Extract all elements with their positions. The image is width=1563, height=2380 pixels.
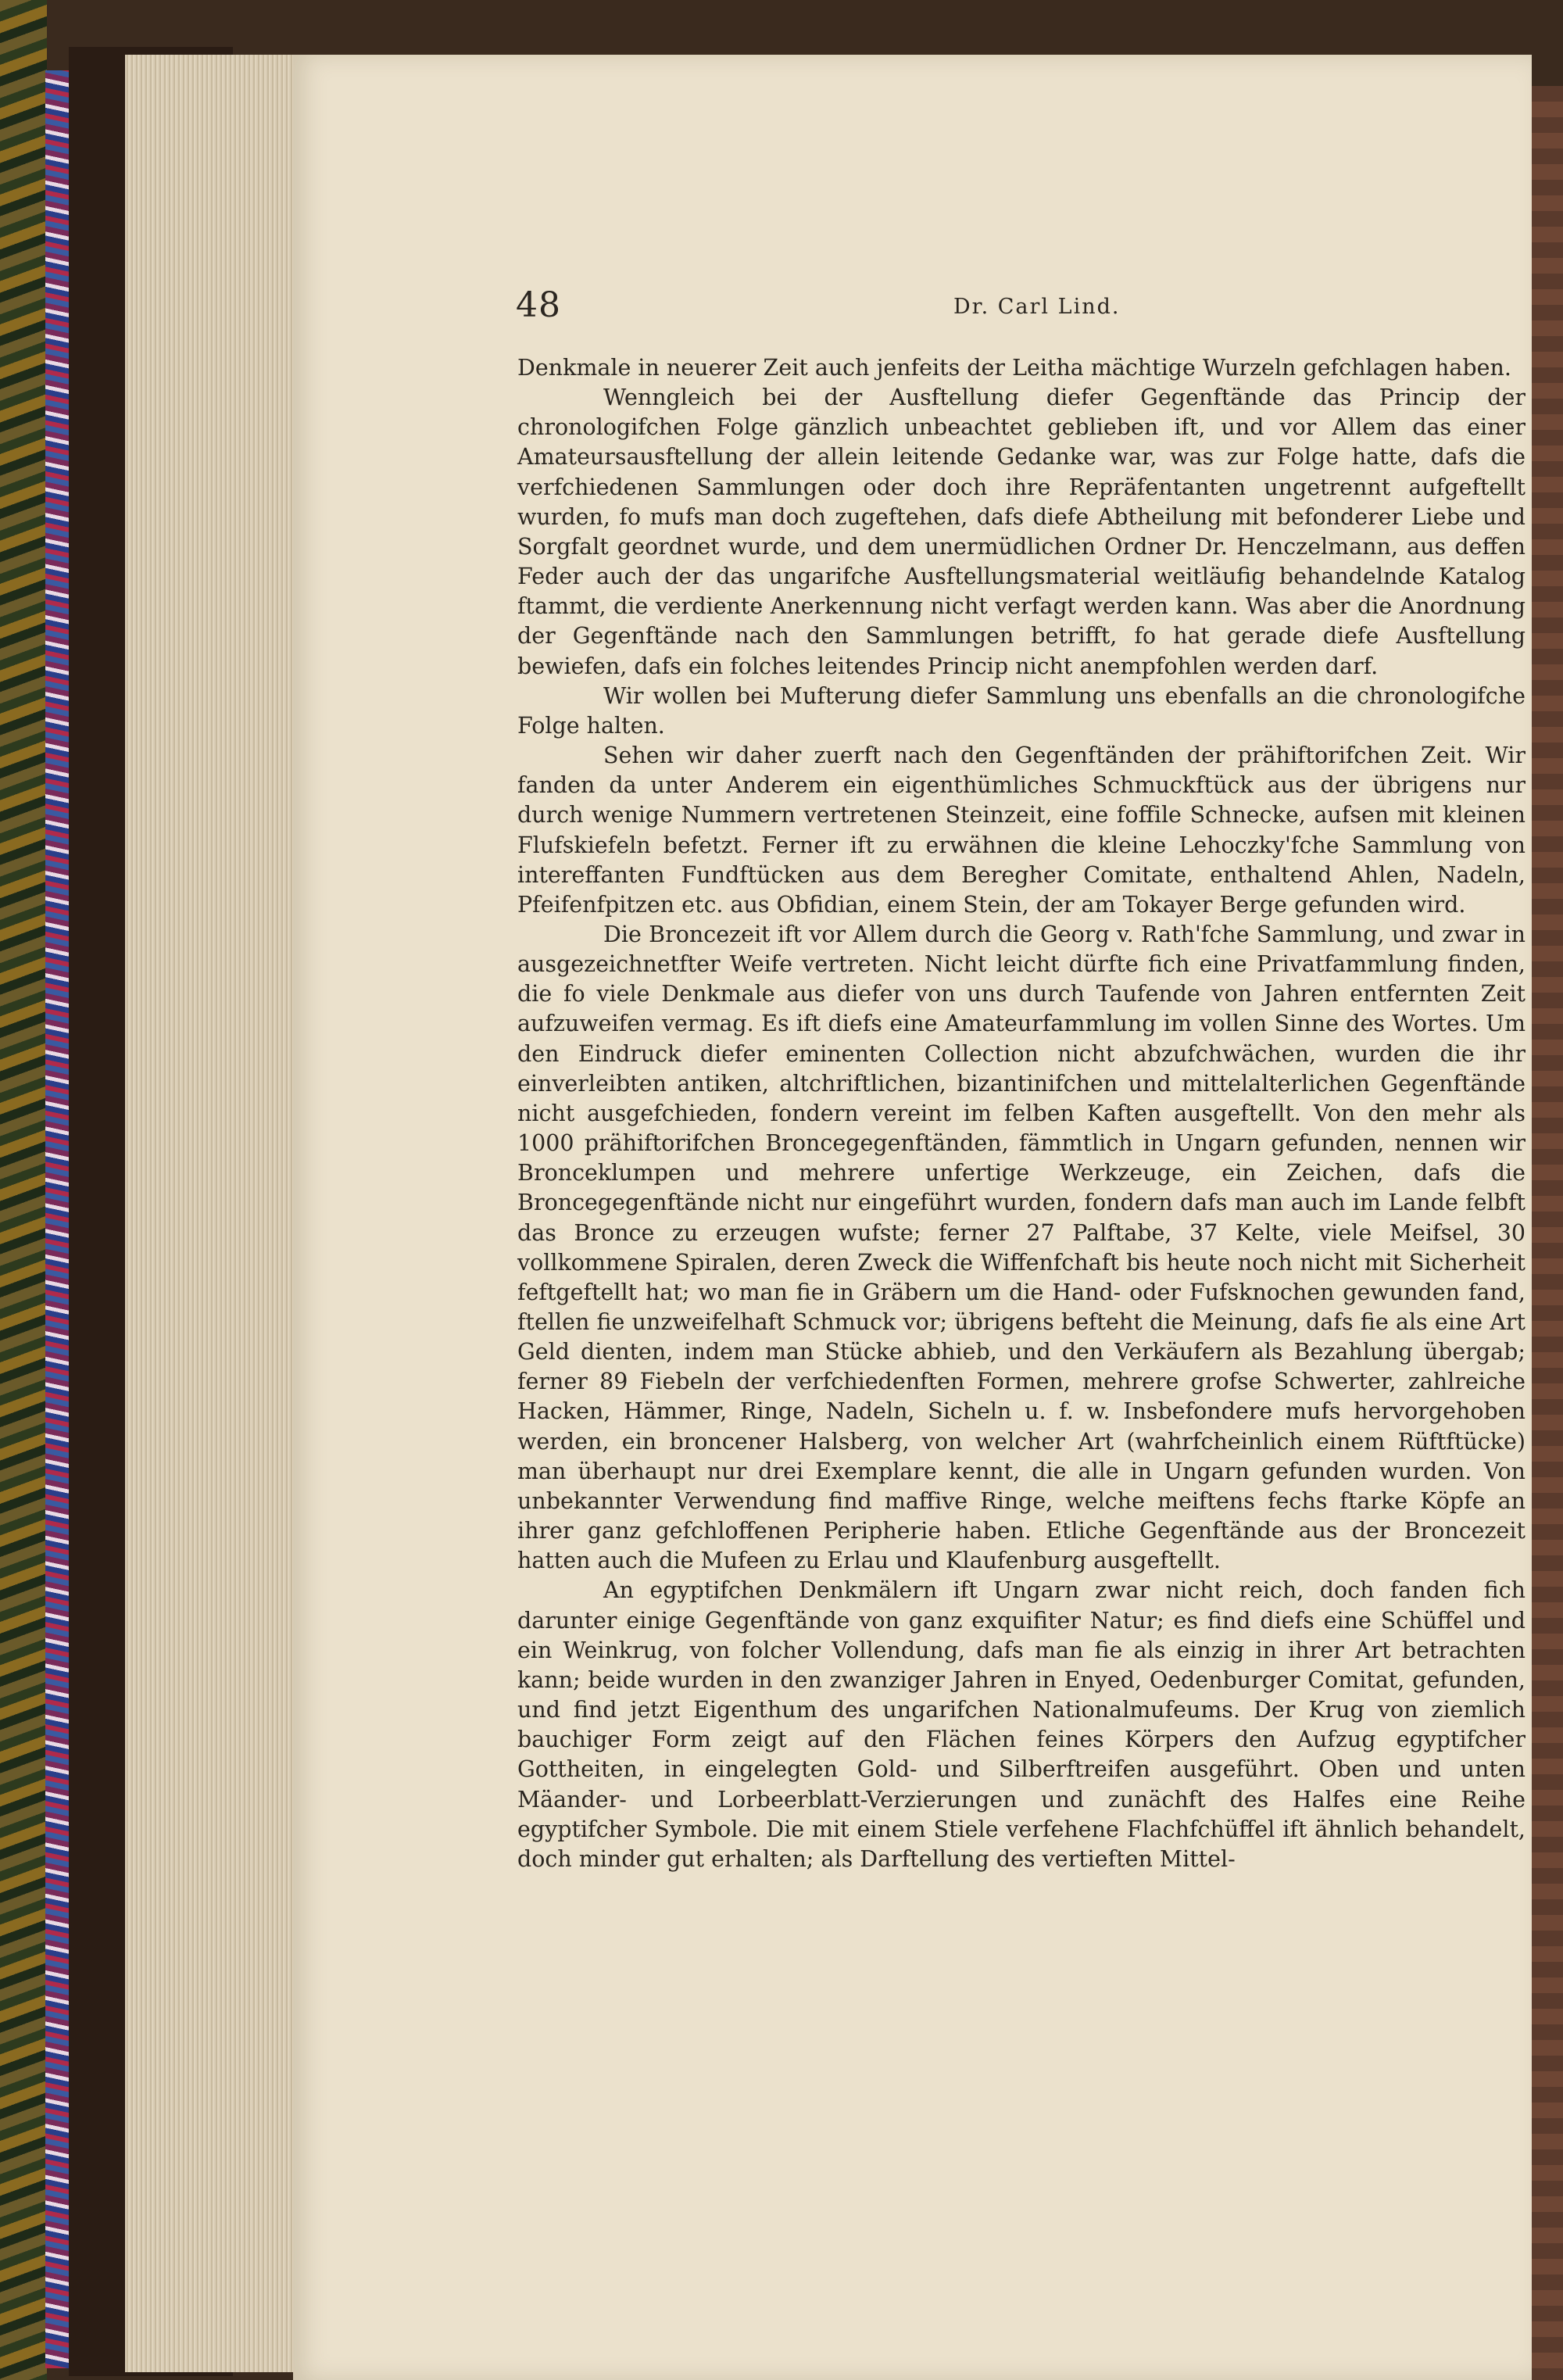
- page-header: [516, 285, 1540, 332]
- running-head: Dr. Carl Lind.: [953, 295, 1121, 319]
- book-cover-edge: [0, 0, 47, 2380]
- paragraph: An egyptifchen Denkmälern ift Ungarn zwar nicht reich, doch fanden fich darunter einige Gegenftände von ganz exquifiter Natur; es find diefs eine Schüffel und ein Weinkrug, von folcher Vollendung, dafs man fie als einzig in ihrer Art betrachten kann; beide wurden in den zwanziger Jahren in Enyed, Oedenburger Comitat, gefunden, und find jetzt Eigenthum des ungarifchen Nationalmufeums. Der Krug von ziemlich bauchiger Form zeigt auf den Flächen feines Körpers den Aufzug egyptifcher Gottheiten, in eingelegten Gold- und Silberftreifen ausgeführt. Oben und unten Mäander- und Lorbeerblatt-Verzierungen und zunächft des Halfes eine Reihe egyptifcher Symbole. Die mit einem Stiele verfehene Flachfchüffel ift ähnlich behandelt, doch minder gut erhalten; als Darftellung des vertieften Mittel-: [517, 1577, 1525, 1872]
- body-text: [517, 353, 1525, 1874]
- paragraph: Wenngleich bei der Ausftellung diefer Gegenftände das Princip der chronologifchen Folge gänzlich unbeachtet geblieben ift, und vor Allem das einer Amateursausftellung der allein leitende Gedanke war, was zur Folge hatte, dafs die verfchiedenen Sammlungen oder doch ihre Repräfentanten ungetrennt aufgeftellt wurden, fo mufs man doch zugeftehen, dafs diefe Abtheilung mit befonderer Liebe und Sorgfalt geordnet wurde, und dem unermüdlichen Ordner Dr. Henczelmann, aus deffen Feder auch der das ungarifche Ausftellungsmaterial weitläufig behandelnde Katalog ftammt, die verdiente Anerkennung nicht verfagt werden kann. Was aber die Anordnung der Gegenftände nach den Sammlungen betrifft, fo hat gerade diefe Ausftellung bewiefen, dafs ein folches leitendes Princip nicht anempfohlen werden darf.: [517, 385, 1525, 679]
- paragraph: Die Broncezeit ift vor Allem durch die Georg v. Rath'fche Sammlung, und zwar in ausgezeichnetfter Weife vertreten. Nicht leicht dürfte fich eine Privatfammlung finden, die fo viele Denkmale aus diefer von uns durch Taufende von Jahren entfernten Zeit aufzuweifen vermag. Es ift diefs eine Amateurfammlung im vollen Sinne des Wortes. Um den Eindruck diefer eminenten Collection nicht abzufchwächen, wurden die ihr einverleibten antiken, altchriftlichen, bizantinifchen und mittelalterlichen Gegenftände nicht ausgefchieden, fondern vereint im felben Kaften ausgeftellt. Von den mehr als 1000 prähiftorifchen Broncegegenftänden, fämmtlich in Ungarn gefunden, nennen wir Bronceklumpen und mehrere unfertige Werkzeuge, ein Zeichen, dafs die Broncegegenftände nicht nur eingeführt wurden, fondern dafs man auch im Lande felbft das Bronce zu erzeugen wufste; ferner 27 Palftabe, 37 Kelte, viele Meifsel, 30 vollkommene Spiralen, deren Zweck die Wiffenfchaft bis heute noch nicht mit Sicherheit feftgeftellt hat; wo man fie in Gräbern um die Hand- oder Fufsknochen gewunden fand, ftellen fie unzweifelhaft Schmuck vor; übrigens befteht die Meinung, dafs fie als eine Art Geld dienten, indem man Stücke abhieb, und den Verkäufern als Bezahlung übergab; ferner 89 Fiebeln der verfchiedenften Formen, mehrere grofse Schwerter, zahlreiche Hacken, Hämmer, Ringe, Nadeln, Sicheln u. f. w. Insbefondere mufs hervorgehoben werden, ein broncener Halsberg, von welcher Art (wahrfcheinlich einem Rüftftücke) man überhaupt nur drei Exemplare kennt, die alle in Ungarn gefunden wurden. Von unbekannter Verwendung find maffive Ringe, welche meiftens fechs ftarke Köpfe an ihrer ganz gefchloffenen Peripherie haben. Etliche Gegenftände aus der Broncezeit hatten auch die Mufeen zu Erlau und Klaufenburg ausgeftellt.: [517, 921, 1525, 1574]
- page-stack-edge: [125, 55, 301, 2372]
- page-number: 48: [516, 285, 561, 325]
- paragraph: Sehen wir daher zuerft nach den Gegenftänden der prähiftorifchen Zeit. Wir fanden da unter Anderem ein eigenthümliches Schmuckftück aus der übrigens nur durch wenige Nummern vertretenen Steinzeit, eine foffile Schnecke, aufsen mit kleinen Flufskiefeln befetzt. Ferner ift zu erwähnen die kleine Lehoczky'fche Sammlung von intereffanten Fundftücken aus dem Beregher Comitate, enthaltend Ahlen, Nadeln, Pfeifenfpitzen etc. aus Obfidian, einem Stein, der am Tokayer Berge gefunden wird.: [517, 743, 1525, 918]
- book-cover-right: [1528, 86, 1563, 2380]
- marbled-page-edge: [45, 70, 69, 2368]
- paragraph: Denkmale in neuerer Zeit auch jenfeits der Leitha mächtige Wurzeln gefchlagen haben.: [517, 355, 1511, 381]
- paragraph: Wir wollen bei Mufterung diefer Sammlung uns ebenfalls an die chronologifche Folge halten.: [517, 682, 1525, 739]
